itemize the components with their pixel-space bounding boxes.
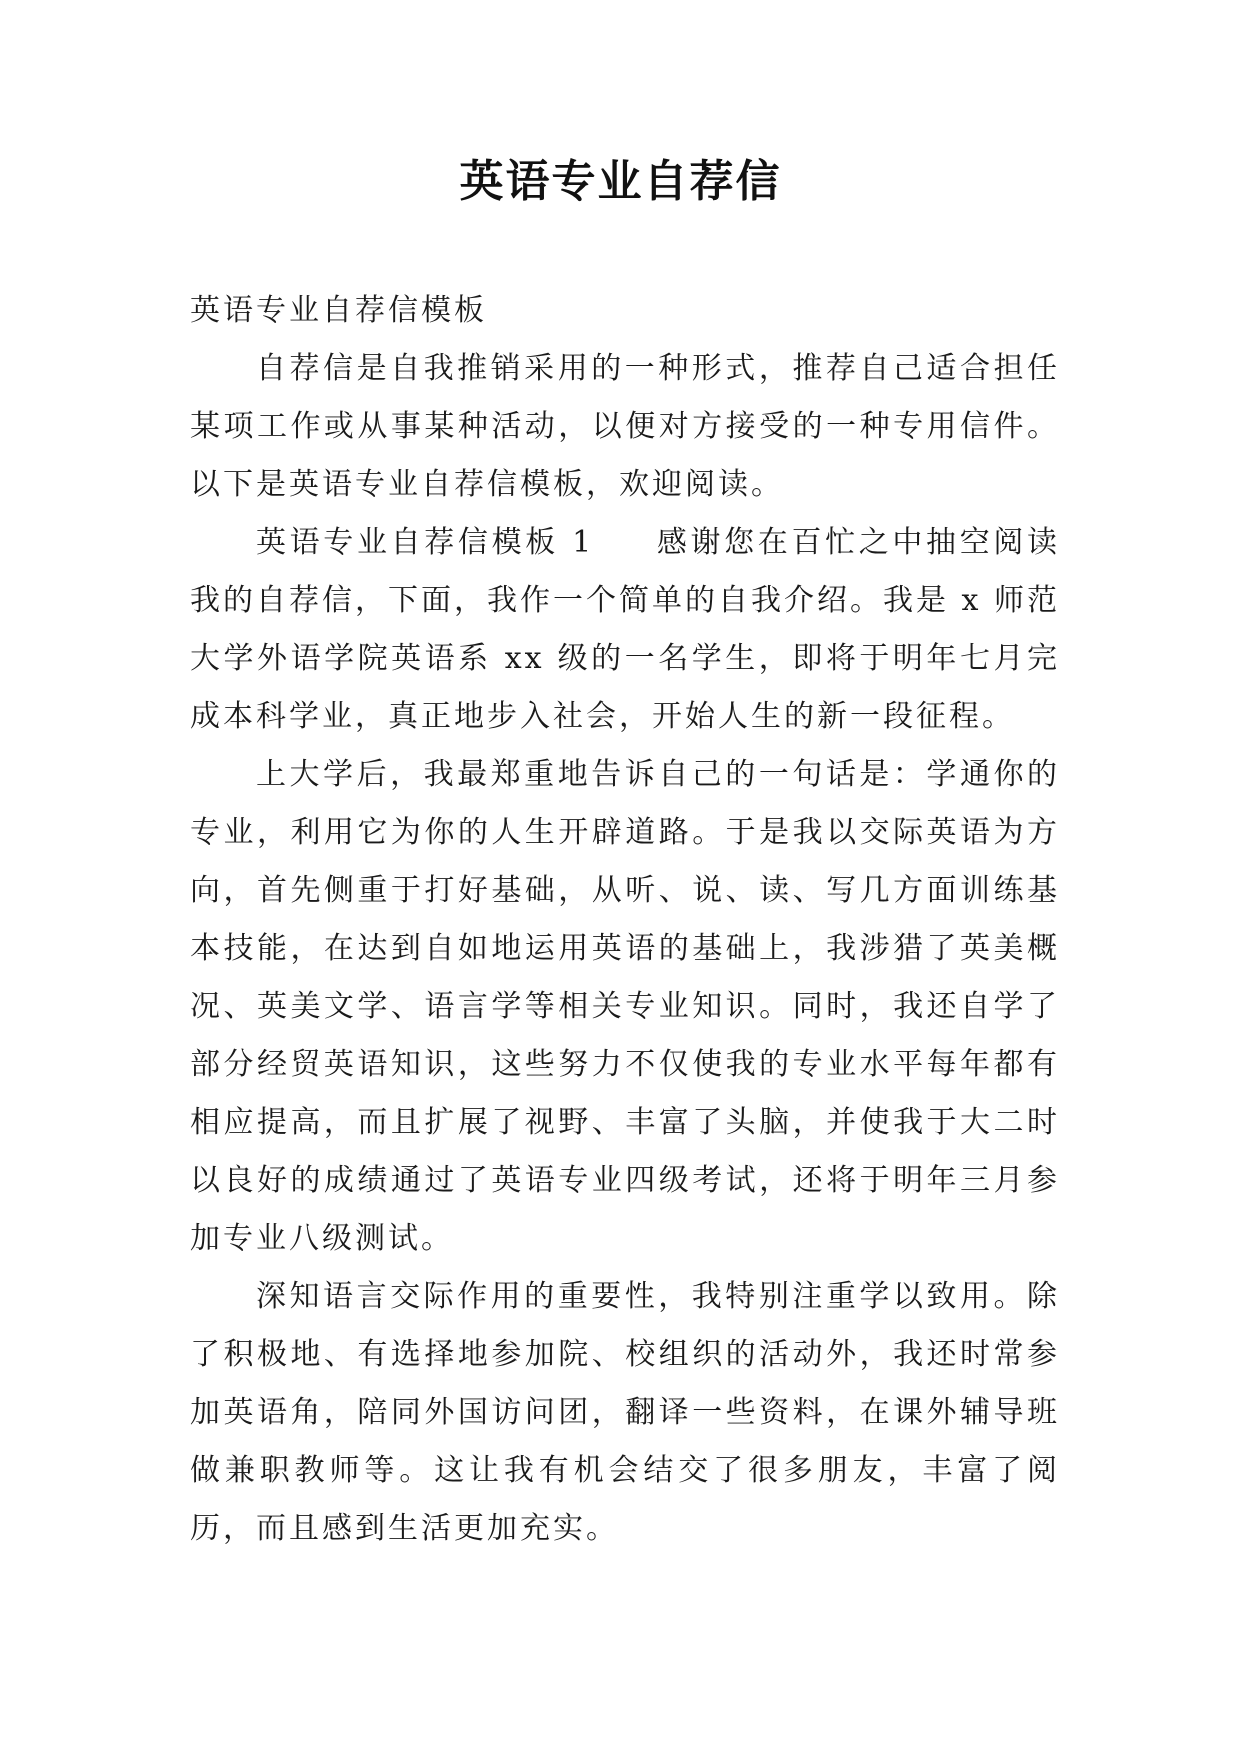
- template-title: 英语专业自荐信模板: [190, 293, 487, 328]
- intro-paragraph: 自荐信是自我推销采用的一种形式，推荐自己适合担任某项工作或从事某种活动，以便对方接受的一种专用信件。以下是英语专业自荐信模板，欢迎阅读。: [190, 351, 1060, 502]
- study-paragraph: 上大学后，我最郑重地告诉自己的一句话是：学通你的专业，利用它为你的人生开辟道路。于是我以交际英语为方向，首先侧重于打好基础，从听、说、读、写几方面训练基本技能，在达到自如地运用英语的基础上，我涉猎了英美概况、英美文学、语言学等相关专业知识。同时，我还自学了部分经贸英语知识，这些努力不仅使我的专业水平每年都有相应提高，而且扩展了视野、丰富了头脑，并使我于大二时以良好的成绩通过了英语专业四级考试，还将于明年三月参加专业八级测试。: [190, 757, 1060, 1256]
- document-title: 英语专业自荐信: [459, 156, 782, 207]
- template-1-opening: 感谢您在百忙之中抽空阅读我的自荐信，下面，我作一个简单的自我介绍。我是 x 师范大学外语学院英语系 xx 级的一名学生，即将于明年七月完成本科学业，真正地步入社会，开始人生的新一段征程。: [190, 525, 1061, 734]
- practice-paragraph: 深知语言交际作用的重要性，我特别注重学以致用。除了积极地、有选择地参加院、校组织的活动外，我还时常参加英语角，陪同外国访问团，翻译一些资料，在课外辅导班做兼职教师等。这让我有机会结交了很多朋友，丰富了阅历，而且感到生活更加充实。: [190, 1279, 1060, 1546]
- document-body: [190, 282, 1060, 1558]
- template-1-paragraph: [190, 514, 1060, 746]
- template-1-heading: 英语专业自荐信模板 1: [256, 525, 595, 560]
